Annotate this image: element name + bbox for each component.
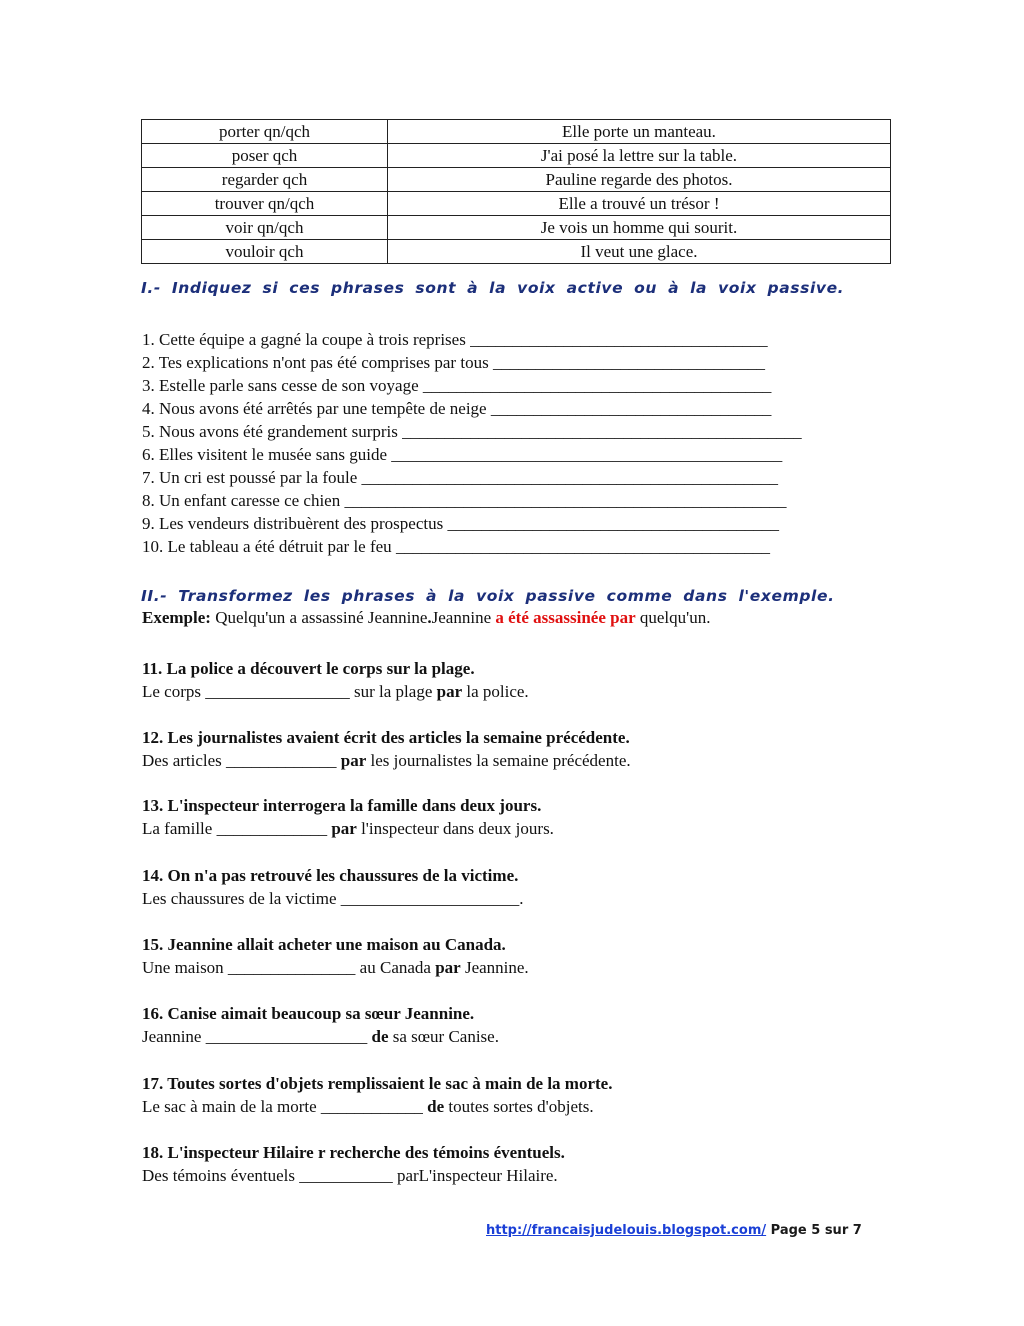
answer-start: Jeannine ___________________ xyxy=(142,1027,372,1046)
answer-blank: ______________________________________________ xyxy=(391,445,783,464)
sentence-text: 3. Estelle parle sans cesse de son voyage xyxy=(142,376,423,395)
example-cell: J'ai posé la lettre sur la table. xyxy=(388,144,891,168)
answer-start: Le sac à main de la morte ____________ xyxy=(142,1097,428,1116)
question-text: 12. Les journalistes avaient écrit des articles la semaine précédente. xyxy=(142,728,630,747)
list-item xyxy=(142,1072,612,1118)
sentence-text: 4. Nous avons été arrêtés par une tempête de neige xyxy=(142,399,491,418)
answer-line xyxy=(142,817,554,840)
answer-end: les journalistes la semaine précédente. xyxy=(366,751,631,770)
verb-cell: voir qn/qch xyxy=(142,216,388,240)
example-cell: Elle a trouvé un trésor ! xyxy=(388,192,891,216)
answer-start: Des articles _____________ xyxy=(142,751,341,770)
answer-agent: de xyxy=(427,1097,445,1116)
list-item xyxy=(142,489,902,512)
example-cell: Je vois un homme qui sourit. xyxy=(388,216,891,240)
list-item xyxy=(142,657,529,703)
answer-blank: ____________________________________________________ xyxy=(344,491,787,510)
answer-agent: par xyxy=(435,958,461,977)
answer-line xyxy=(142,1095,612,1118)
answer-agent: par xyxy=(436,682,463,701)
page-footer xyxy=(486,1223,862,1238)
answer-agent: par xyxy=(340,751,367,770)
answer-end: sa sœur Canise. xyxy=(388,1027,499,1046)
table-row xyxy=(142,120,891,144)
answer-blank: _________________________________ xyxy=(490,399,772,418)
example-active: Quelqu'un a assassiné Jeannine xyxy=(210,608,428,627)
sentence-text: 8. Un enfant caresse ce chien xyxy=(142,491,345,510)
answer-agent: par xyxy=(331,819,357,838)
list-item xyxy=(142,726,631,772)
question-text: 18. L'inspecteur Hilaire r recherche des témoins éventuels. xyxy=(142,1143,565,1162)
answer-blank: _______________________________________ xyxy=(447,514,779,533)
answer-end: l'inspecteur dans deux jours. xyxy=(356,819,554,838)
table-row xyxy=(142,216,891,240)
answer-start: Des témoins éventuels ___________ parL'inspecteur Hilaire. xyxy=(142,1166,558,1185)
question-text: 14. On n'a pas retrouvé les chaussures de la victime. xyxy=(142,866,519,885)
example-label: Exemple: xyxy=(142,608,211,627)
verb-example-table xyxy=(141,119,891,264)
answer-end: Jeannine. xyxy=(460,958,529,977)
answer-start: Le corps _________________ sur la plage xyxy=(142,682,437,701)
sentence-text: 7. Un cri est poussé par la foule xyxy=(142,468,362,487)
list-item xyxy=(142,512,902,535)
list-item xyxy=(142,864,524,910)
example-sentence xyxy=(142,608,710,628)
answer-line xyxy=(142,680,529,703)
answer-line xyxy=(142,749,631,772)
list-item xyxy=(142,1002,499,1048)
example-cell: Il veut une glace. xyxy=(388,240,891,264)
table-row xyxy=(142,240,891,264)
example-cell: Elle porte un manteau. xyxy=(388,120,891,144)
answer-blank: _______________________________________________ xyxy=(402,422,802,441)
example-dot: . xyxy=(427,608,432,627)
list-item xyxy=(142,420,902,443)
sentence-text: 1. Cette équipe a gagné la coupe à trois reprises xyxy=(142,330,471,349)
list-item xyxy=(142,328,902,351)
list-item xyxy=(142,933,529,979)
section-2-heading: II.- Transformez les phrases à la voix passive comme dans l'exemple. xyxy=(141,587,835,605)
answer-agent: de xyxy=(371,1027,389,1046)
verb-cell: regarder qch xyxy=(142,168,388,192)
answer-blank: _________________________________________ xyxy=(422,376,772,395)
example-passive-verb: a été assassinée par xyxy=(495,608,636,627)
table-row xyxy=(142,192,891,216)
example-cell: Pauline regarde des photos. xyxy=(388,168,891,192)
answer-start: Une maison _______________ au Canada xyxy=(142,958,436,977)
list-item xyxy=(142,443,902,466)
verb-cell: trouver qn/qch xyxy=(142,192,388,216)
section-1-heading: I.- Indiquez si ces phrases sont à la voix active ou à la voix passive. xyxy=(141,279,845,297)
list-item xyxy=(142,351,902,374)
list-item xyxy=(142,374,902,397)
page-number: Page 5 sur 7 xyxy=(766,1223,862,1238)
sentence-text: 6. Elles visitent le musée sans guide xyxy=(142,445,392,464)
example-end: quelqu'un. xyxy=(635,608,711,627)
question-text: 16. Canise aimait beaucoup sa sœur Jeannine. xyxy=(142,1004,475,1023)
sentence-text: 2. Tes explications n'ont pas été comprises par tous xyxy=(142,353,493,372)
answer-end: la police. xyxy=(462,682,529,701)
answer-start: Les chaussures de la victime _____________________. xyxy=(142,889,524,908)
sentence-text: 9. Les vendeurs distribuèrent des prospectus xyxy=(142,514,448,533)
sentence-text: 5. Nous avons été grandement surpris xyxy=(142,422,403,441)
list-item xyxy=(142,1141,565,1187)
answer-start: La famille _____________ xyxy=(142,819,332,838)
answer-end: toutes sortes d'objets. xyxy=(444,1097,594,1116)
answer-line xyxy=(142,1025,499,1048)
list-item xyxy=(142,535,902,558)
answer-blank: ____________________________________________ xyxy=(395,537,770,556)
example-subject: Jeannine xyxy=(431,608,496,627)
list-item xyxy=(142,397,902,420)
list-item xyxy=(142,794,554,840)
answer-line xyxy=(142,956,529,979)
answer-blank: ___________________________________ xyxy=(470,330,768,349)
section-1-exercise-list xyxy=(142,328,902,558)
blog-link[interactable]: http://francaisjudelouis.blogspot.com/ xyxy=(486,1223,767,1238)
question-text: 17. Toutes sortes d'objets remplissaient le sac à main de la morte. xyxy=(142,1074,613,1093)
sentence-text: 10. Le tableau a été détruit par le feu xyxy=(142,537,396,556)
answer-blank: ________________________________ xyxy=(492,353,765,372)
question-text: 13. L'inspecteur interrogera la famille dans deux jours. xyxy=(142,796,542,815)
answer-line xyxy=(142,887,524,910)
verb-cell: porter qn/qch xyxy=(142,120,388,144)
verb-cell: poser qch xyxy=(142,144,388,168)
question-text: 11. La police a découvert le corps sur la plage. xyxy=(142,659,475,678)
table-row xyxy=(142,144,891,168)
answer-blank: _________________________________________________ xyxy=(361,468,779,487)
verb-cell: vouloir qch xyxy=(142,240,388,264)
question-text: 15. Jeannine allait acheter une maison au Canada. xyxy=(142,935,506,954)
answer-line xyxy=(142,1164,565,1187)
list-item xyxy=(142,466,902,489)
table-row xyxy=(142,168,891,192)
